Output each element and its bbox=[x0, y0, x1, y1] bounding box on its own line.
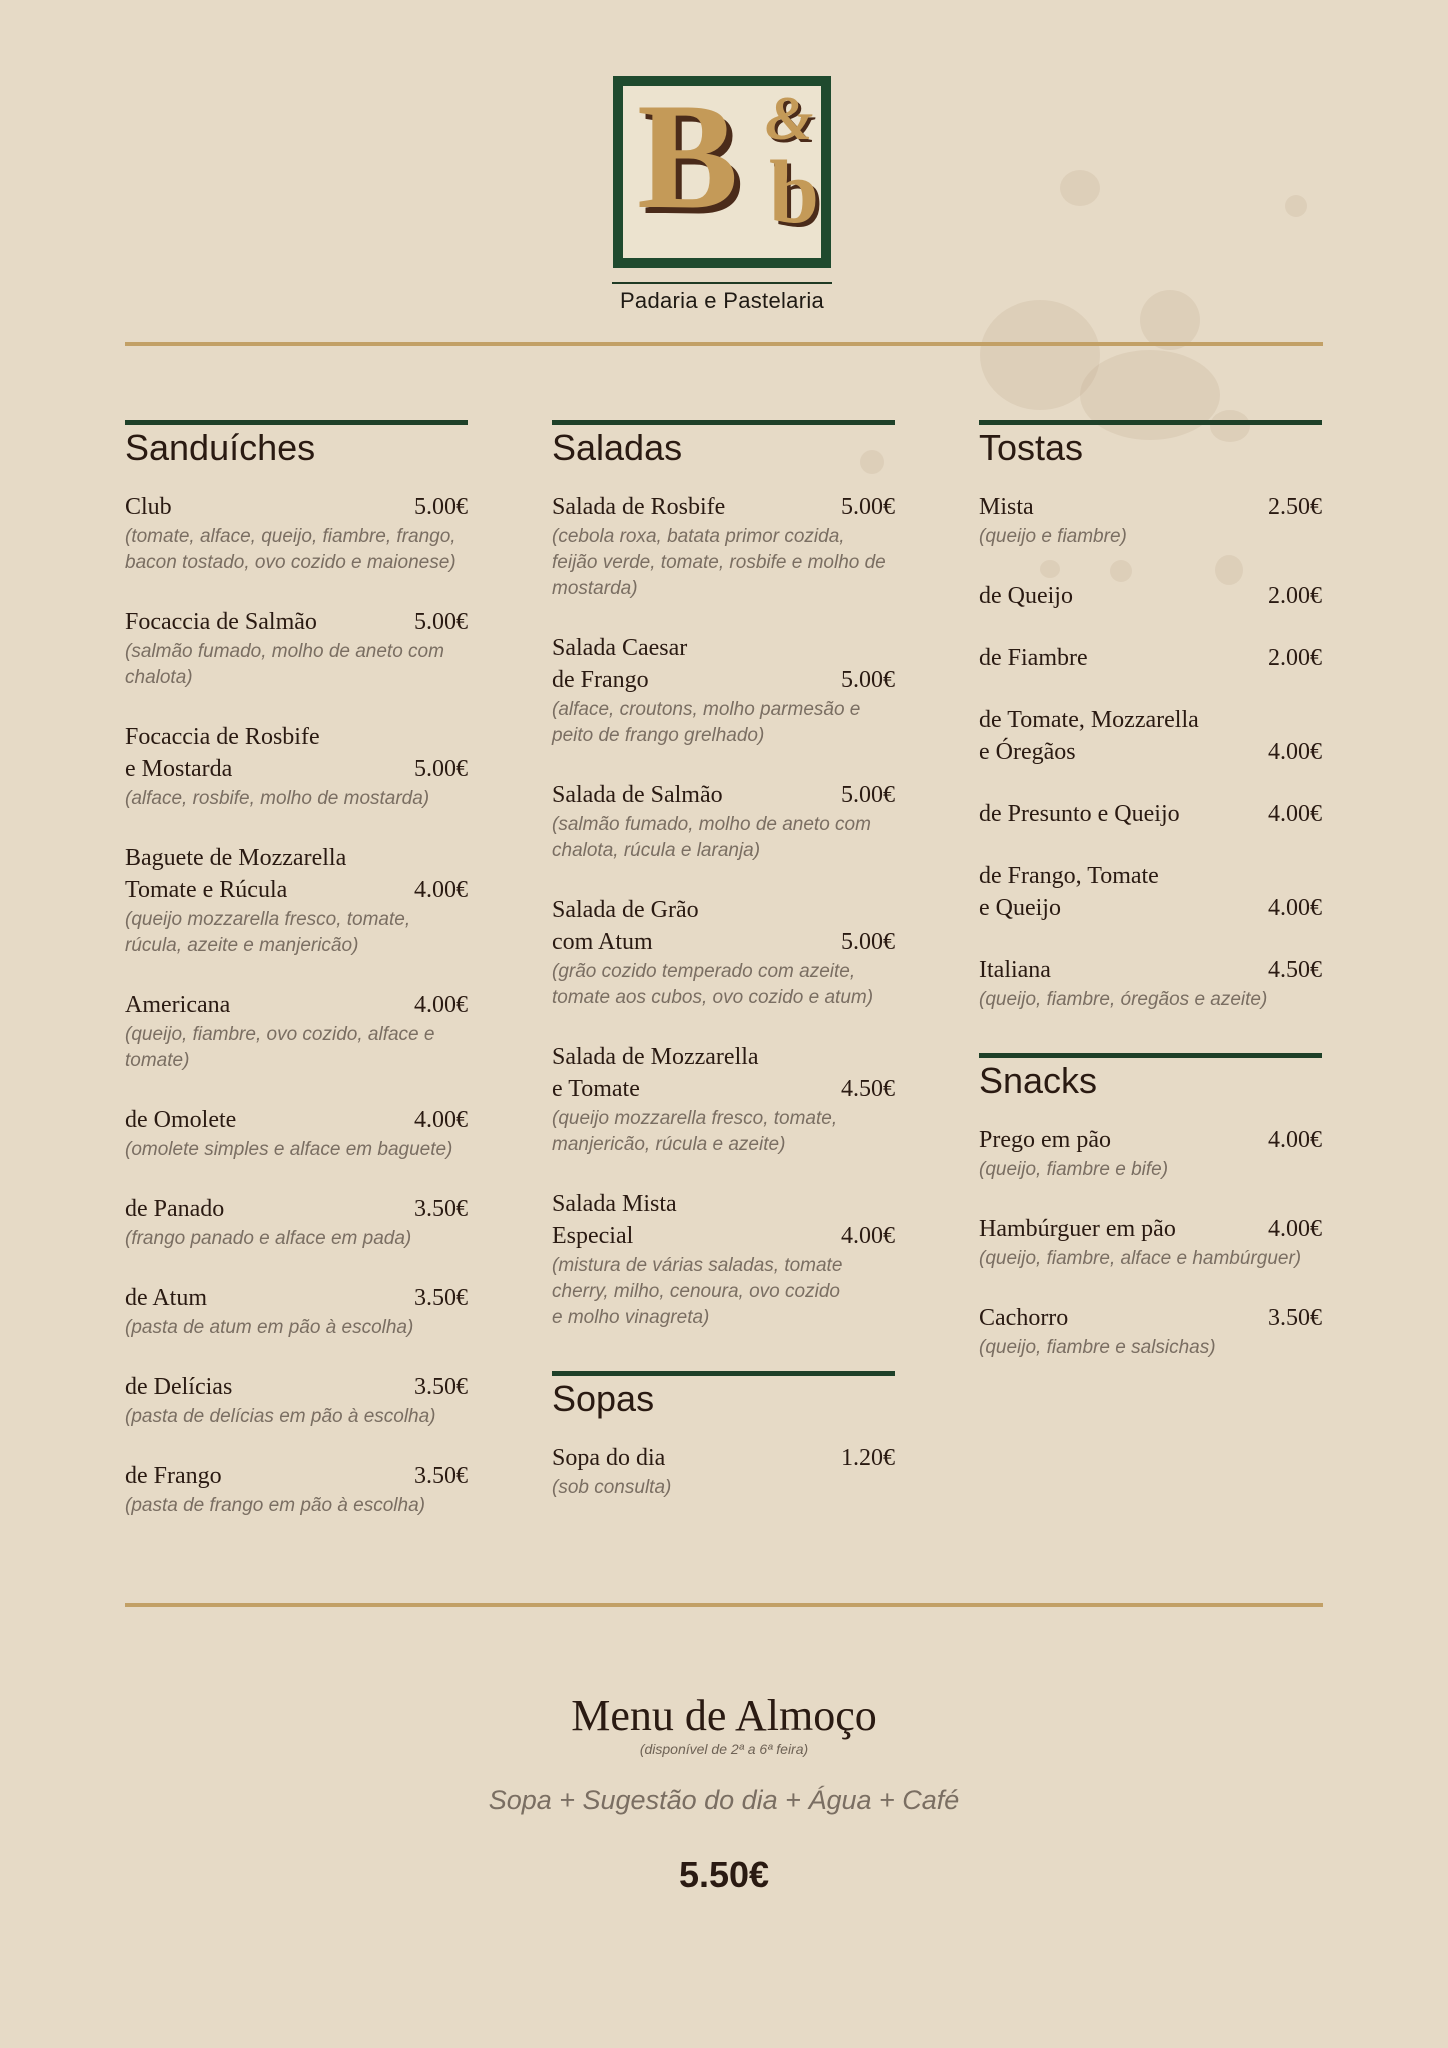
item-price: 5.00€ bbox=[841, 667, 895, 693]
menu-item bbox=[552, 1041, 895, 1158]
lunch-title: Menu de Almoço bbox=[571, 1691, 877, 1740]
item-name: Sopa do dia bbox=[552, 1445, 666, 1471]
item-name: Salada Caesar de Frango bbox=[552, 635, 688, 693]
menu-item bbox=[979, 1302, 1322, 1361]
item-name: Salada de Rosbife bbox=[552, 494, 726, 520]
menu-item bbox=[125, 842, 468, 959]
item-price: 4.00€ bbox=[414, 992, 468, 1018]
lunch-availability: (disponível de 2ª a 6ª feira) bbox=[639, 1741, 809, 1757]
item-price: 4.00€ bbox=[414, 1107, 468, 1133]
item-description: (pasta de atum em pão à escolha) bbox=[125, 1317, 414, 1338]
item-price: 3.50€ bbox=[1268, 1305, 1322, 1331]
stain-decoration bbox=[1060, 170, 1100, 206]
item-description: (omolete simples e alface em baguete) bbox=[125, 1139, 453, 1160]
item-name: Salada de Grão com Atum bbox=[552, 897, 699, 955]
item-description: (salmão fumado, molho de aneto com chalota, rúcula e laranja) bbox=[552, 814, 871, 861]
item-price: 2.00€ bbox=[1268, 645, 1322, 671]
item-price: 5.00€ bbox=[414, 609, 468, 635]
item-price: 5.00€ bbox=[841, 782, 895, 808]
menu-item bbox=[552, 779, 895, 864]
column-tostas bbox=[979, 420, 1322, 1391]
menu-list-snacks bbox=[979, 1124, 1322, 1361]
item-price: 4.00€ bbox=[1268, 801, 1322, 827]
item-description: (queijo mozzarella fresco, tomate, rúcula, azeite e manjericão) bbox=[125, 909, 411, 956]
item-price: 3.50€ bbox=[414, 1285, 468, 1311]
item-description: (sob consulta) bbox=[552, 1477, 672, 1498]
item-name: Focaccia de Rosbife e Mostarda bbox=[125, 724, 320, 782]
logo-divider bbox=[612, 282, 832, 284]
item-description: (queijo, fiambre e salsichas) bbox=[979, 1337, 1216, 1358]
item-name: Club bbox=[125, 494, 172, 520]
item-description: (pasta de delícias em pão à escolha) bbox=[125, 1406, 436, 1427]
menu-item bbox=[979, 1213, 1322, 1272]
item-name: de Frango, Tomate e Queijo bbox=[979, 863, 1159, 921]
lunch-description: Sopa + Sugestão do dia + Água + Café bbox=[488, 1785, 960, 1815]
item-name: Americana bbox=[125, 992, 231, 1018]
item-name: de Fiambre bbox=[979, 645, 1088, 671]
item-price: 4.00€ bbox=[1268, 895, 1322, 921]
menu-item bbox=[979, 1124, 1322, 1183]
item-name: Salada de Salmão bbox=[552, 782, 723, 808]
menu-item bbox=[125, 1282, 468, 1341]
section-title-tostas: Tostas bbox=[979, 420, 1322, 469]
item-description: (tomate, alface, queijo, fiambre, frango, bacon tostado, ovo cozido e maionese) bbox=[125, 526, 456, 573]
item-description: (frango panado e alface em pada) bbox=[125, 1228, 412, 1249]
section-title-sanduiches: Sanduíches bbox=[125, 420, 468, 469]
menu-item bbox=[125, 1193, 468, 1252]
item-name: de Presunto e Queijo bbox=[979, 801, 1180, 827]
item-description: (queijo, fiambre, óregãos e azeite) bbox=[979, 989, 1268, 1010]
menu-item bbox=[979, 798, 1322, 830]
column-saladas bbox=[552, 420, 895, 1501]
menu-item bbox=[125, 1104, 468, 1163]
item-name: Cachorro bbox=[979, 1305, 1069, 1331]
item-price: 3.50€ bbox=[414, 1196, 468, 1222]
logo-emblem: B & b bbox=[613, 76, 831, 268]
section-title-saladas: Saladas bbox=[552, 420, 895, 469]
item-description: (mistura de várias saladas, tomate cherry, milho, cenoura, ovo cozido e molho vinagreta) bbox=[552, 1255, 843, 1328]
item-name: de Tomate, Mozzarella e Óregãos bbox=[979, 707, 1199, 765]
item-price: 2.50€ bbox=[1268, 494, 1322, 520]
item-name: Hambúrguer em pão bbox=[979, 1216, 1176, 1242]
top-divider bbox=[125, 342, 1323, 346]
menu-item bbox=[552, 491, 895, 602]
item-price: 3.50€ bbox=[414, 1463, 468, 1489]
item-description: (queijo e fiambre) bbox=[979, 526, 1127, 547]
menu-list-saladas bbox=[552, 491, 895, 1331]
item-name: de Panado bbox=[125, 1196, 225, 1222]
item-name: Mista bbox=[979, 494, 1034, 520]
item-description: (pasta de frango em pão à escolha) bbox=[125, 1495, 425, 1516]
item-name: Focaccia de Salmão bbox=[125, 609, 317, 635]
menu-item bbox=[979, 704, 1322, 768]
item-price: 4.00€ bbox=[414, 877, 468, 903]
item-price: 3.50€ bbox=[414, 1374, 468, 1400]
item-name: Salada Mista Especial bbox=[552, 1191, 677, 1249]
menu-item bbox=[125, 1460, 468, 1519]
item-name: Prego em pão bbox=[979, 1127, 1111, 1153]
item-price: 4.50€ bbox=[841, 1076, 895, 1102]
menu-list-tostas bbox=[979, 491, 1322, 1013]
item-price: 2.00€ bbox=[1268, 583, 1322, 609]
stain-decoration bbox=[1140, 290, 1200, 350]
item-price: 4.50€ bbox=[1268, 957, 1322, 983]
item-price: 5.00€ bbox=[841, 494, 895, 520]
item-price: 1.20€ bbox=[841, 1445, 895, 1471]
brand-tagline: Padaria e Pastelaria bbox=[619, 288, 825, 313]
item-name: Baguete de Mozzarella Tomate e Rúcula bbox=[125, 845, 347, 903]
item-description: (cebola roxa, batata primor cozida, feijão verde, tomate, rosbife e molho de mostarda) bbox=[552, 526, 886, 599]
stain-decoration bbox=[1285, 195, 1307, 217]
menu-item bbox=[552, 632, 895, 749]
item-description: (queijo mozzarella fresco, tomate, manjericão, rúcula e azeite) bbox=[552, 1108, 838, 1155]
item-description: (queijo, fiambre, ovo cozido, alface e tomate) bbox=[125, 1024, 435, 1071]
item-description: (salmão fumado, molho de aneto com chalota) bbox=[125, 641, 444, 688]
item-price: 4.00€ bbox=[841, 1223, 895, 1249]
item-name: Italiana bbox=[979, 957, 1051, 983]
item-name: de Queijo bbox=[979, 583, 1073, 609]
section-title-sopas: Sopas bbox=[552, 1371, 895, 1420]
menu-item bbox=[125, 989, 468, 1074]
menu-list-sanduiches bbox=[125, 491, 468, 1519]
menu-item bbox=[979, 491, 1322, 550]
column-sanduiches bbox=[125, 420, 468, 1549]
item-price: 5.00€ bbox=[414, 494, 468, 520]
lunch-menu bbox=[0, 1690, 1448, 1896]
item-name: Salada de Mozzarella e Tomate bbox=[552, 1044, 759, 1102]
menu-item bbox=[979, 580, 1322, 612]
menu-item bbox=[979, 954, 1322, 1013]
menu-item bbox=[979, 860, 1322, 924]
menu-list-sopas bbox=[552, 1442, 895, 1501]
brand-logo bbox=[612, 76, 832, 314]
item-name: de Delícias bbox=[125, 1374, 233, 1400]
menu-item bbox=[125, 721, 468, 812]
item-description: (alface, croutons, molho parmesão e peito de frango grelhado) bbox=[552, 699, 861, 746]
item-description: (alface, rosbife, molho de mostarda) bbox=[125, 788, 430, 809]
item-description: (queijo, fiambre, alface e hambúrguer) bbox=[979, 1248, 1302, 1269]
menu-item bbox=[125, 606, 468, 691]
bottom-divider bbox=[125, 1603, 1323, 1607]
menu-item bbox=[552, 1188, 895, 1331]
menu-item bbox=[125, 491, 468, 576]
section-title-snacks: Snacks bbox=[979, 1053, 1322, 1102]
item-name: de Frango bbox=[125, 1463, 222, 1489]
menu-item bbox=[125, 1371, 468, 1430]
menu-item bbox=[979, 642, 1322, 674]
item-price: 4.00€ bbox=[1268, 739, 1322, 765]
lunch-price: 5.50€ bbox=[678, 1854, 770, 1895]
item-price: 4.00€ bbox=[1268, 1127, 1322, 1153]
menu-item bbox=[552, 894, 895, 1011]
item-name: de Atum bbox=[125, 1285, 207, 1311]
item-description: (grão cozido temperado com azeite, tomate aos cubos, ovo cozido e atum) bbox=[552, 961, 874, 1008]
item-description: (queijo, fiambre e bife) bbox=[979, 1159, 1169, 1180]
item-price: 4.00€ bbox=[1268, 1216, 1322, 1242]
item-name: de Omolete bbox=[125, 1107, 237, 1133]
item-price: 5.00€ bbox=[841, 929, 895, 955]
item-price: 5.00€ bbox=[414, 756, 468, 782]
menu-item bbox=[552, 1442, 895, 1501]
